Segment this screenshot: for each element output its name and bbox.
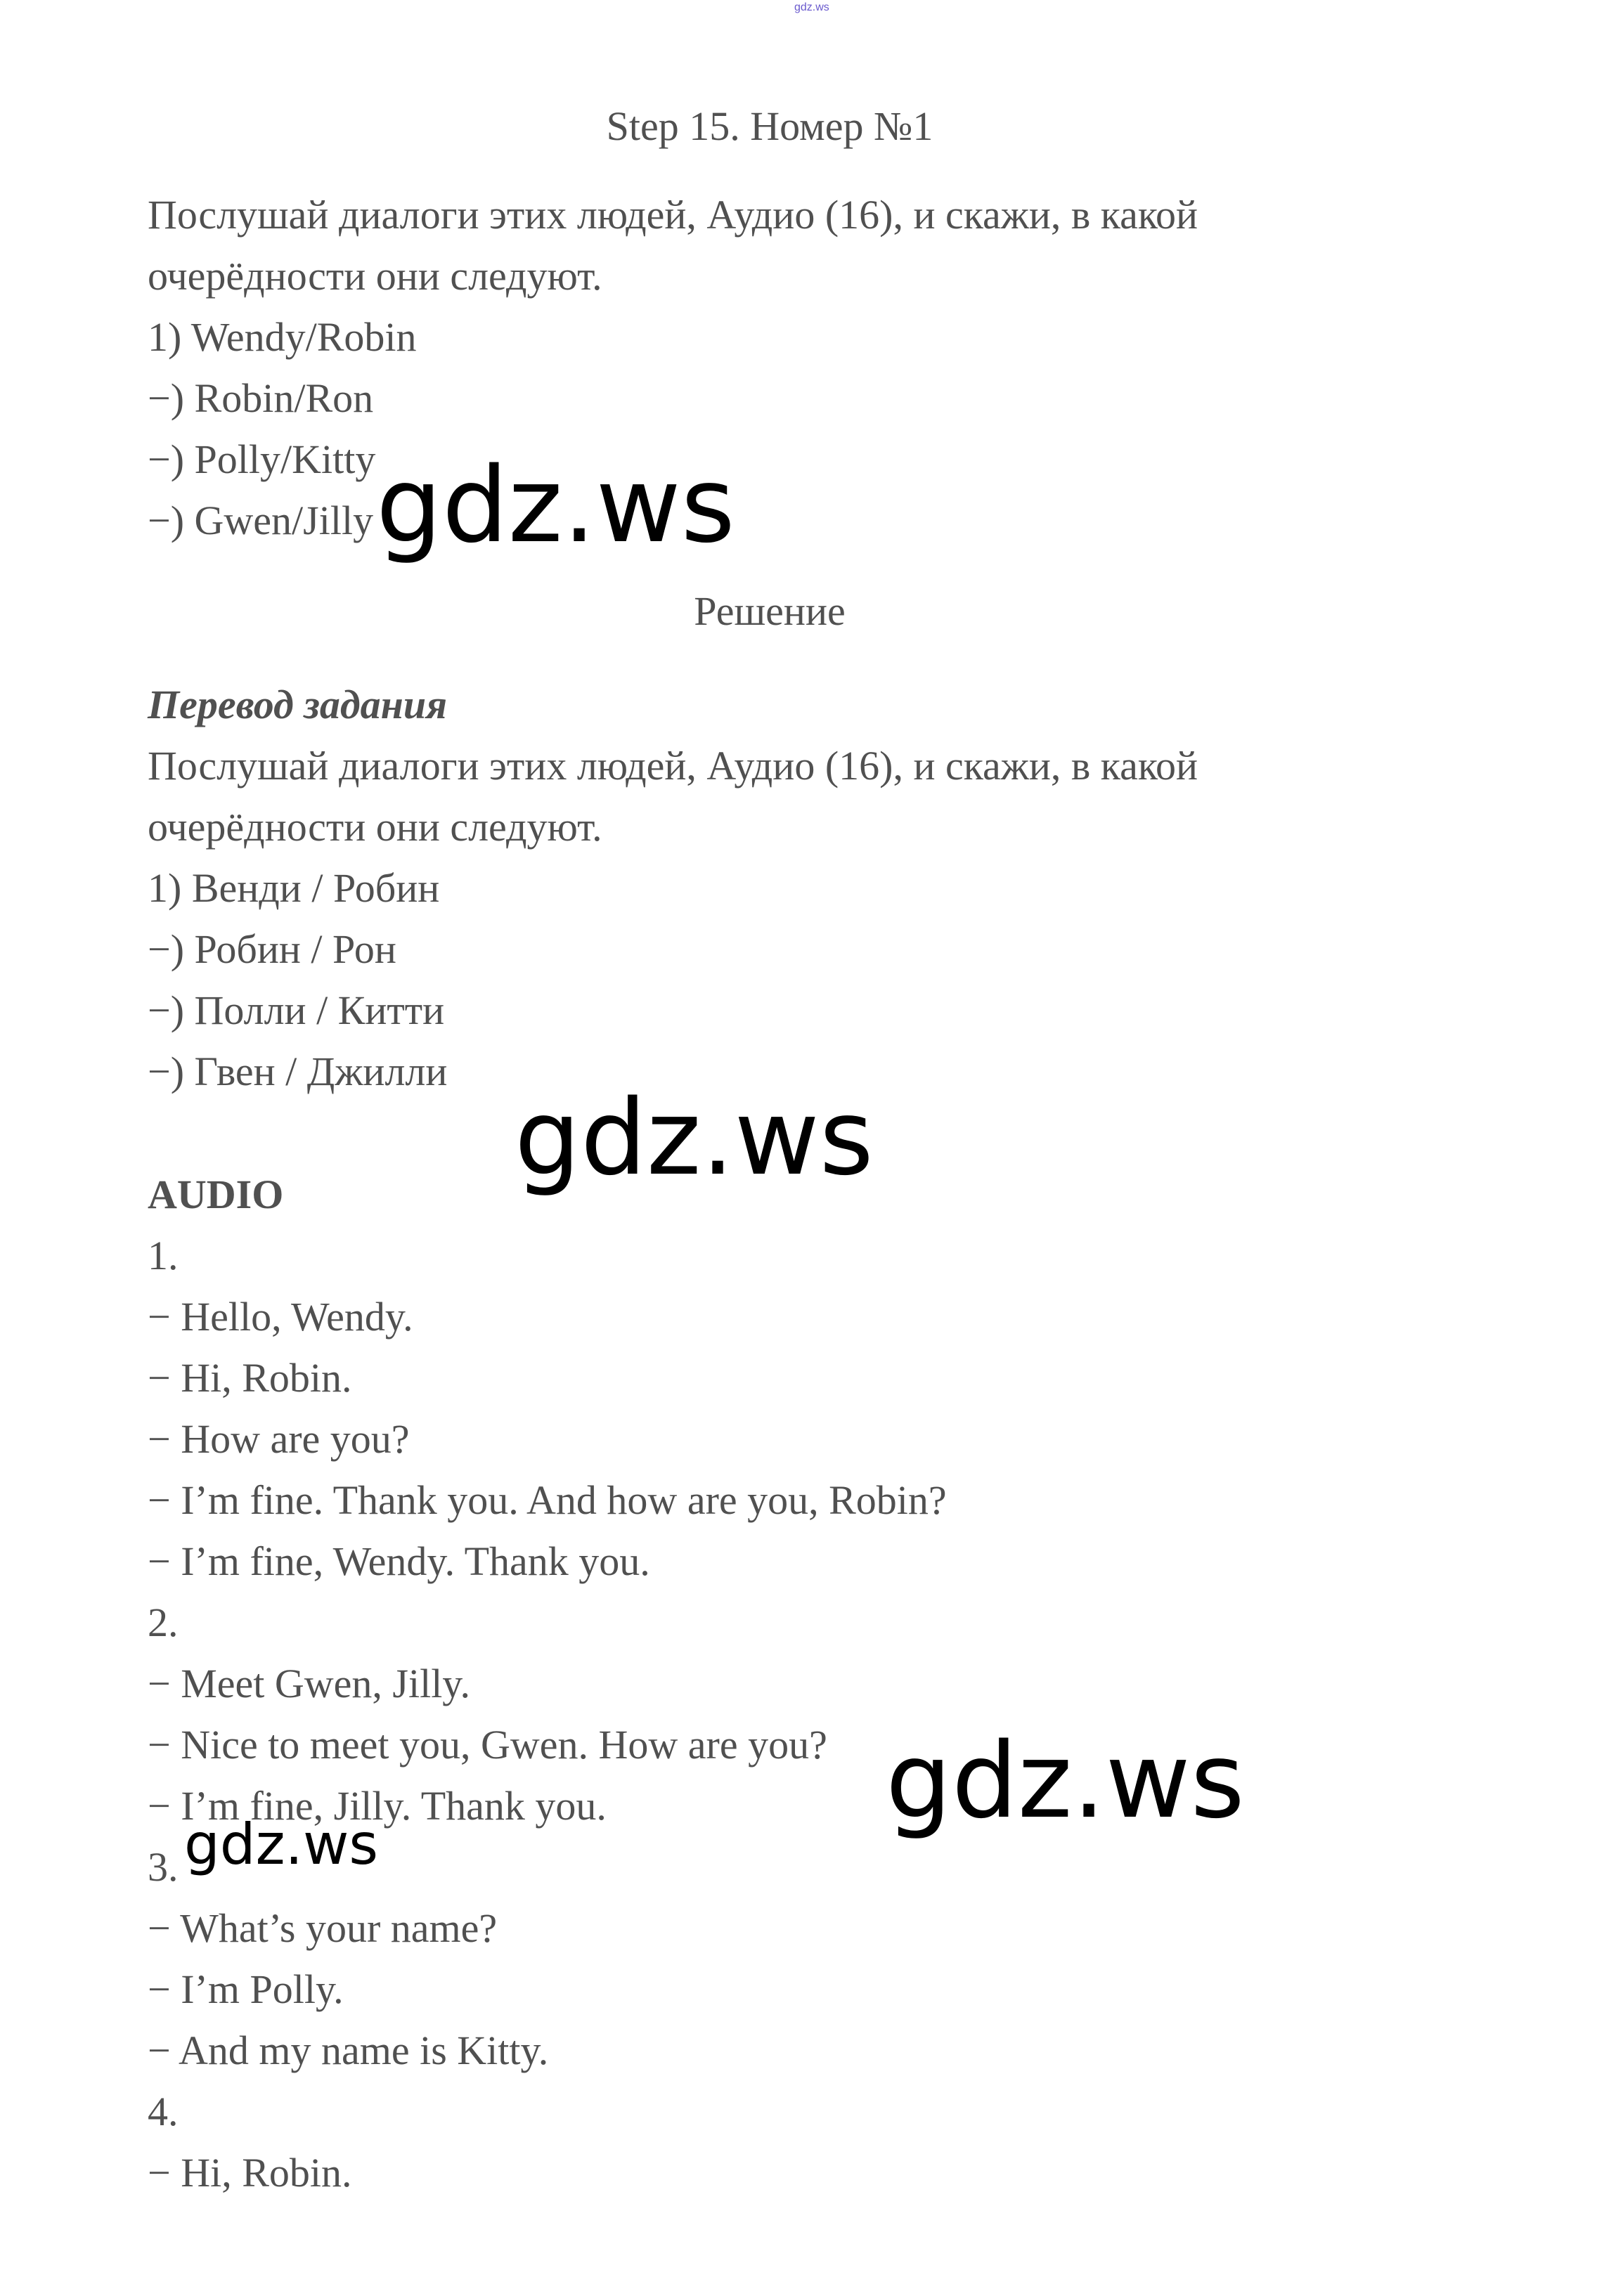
task-line: Послушай диалоги этих людей, Аудио (16), и скажи, в какой: [148, 192, 1198, 238]
audio-line: 4.: [148, 2089, 179, 2134]
task-line: −) Polly/Kitty: [148, 436, 376, 482]
audio-line: − Hello, Wendy.: [148, 1294, 413, 1340]
translation-heading: Перевод задания: [148, 682, 447, 727]
translation-section: [148, 674, 1198, 1102]
translation-line: −) Робин / Рон: [148, 926, 396, 972]
translation-line: очерёдности они следуют.: [148, 804, 602, 850]
watermark: gdz.ws: [886, 1720, 1245, 1841]
solution-heading: Решение: [694, 588, 846, 634]
watermark: gdz.ws: [376, 445, 735, 566]
audio-line: − How are you?: [148, 1416, 410, 1462]
audio-line: 1.: [148, 1233, 179, 1278]
audio-line: − Hi, Robin.: [148, 2150, 352, 2196]
audio-line: − What’s your name?: [148, 1905, 498, 1951]
audio-line: 3.: [148, 1844, 179, 1890]
audio-line: − Nice to meet you, Gwen. How are you?: [148, 1722, 827, 1768]
audio-heading: AUDIO: [148, 1172, 284, 1217]
translation-line: −) Гвен / Джилли: [148, 1049, 448, 1094]
audio-line: 2.: [148, 1600, 179, 1645]
audio-line: − I’m fine. Thank you. And how are you, Robin?: [148, 1477, 947, 1523]
translation-line: −) Полли / Китти: [148, 987, 445, 1033]
task-line: −) Robin/Ron: [148, 375, 374, 421]
audio-section: [148, 1164, 947, 2203]
audio-line: − I’m fine, Jilly. Thank you.: [148, 1783, 607, 1829]
task-line: очерёдности они следуют.: [148, 253, 602, 299]
translation-line: Послушай диалоги этих людей, Аудио (16), и скажи, в какой: [148, 743, 1198, 789]
audio-line: − I’m fine, Wendy. Thank you.: [148, 1538, 650, 1584]
task-line: 1) Wendy/Robin: [148, 314, 417, 360]
watermark: gdz.ws: [184, 1812, 379, 1877]
audio-line: − I’m Polly.: [148, 1966, 344, 2012]
top-watermark-link: gdz.ws: [794, 1, 829, 13]
watermark: gdz.ws: [515, 1077, 874, 1198]
task-line: −) Gwen/Jilly: [148, 498, 374, 543]
audio-line: − Hi, Robin.: [148, 1355, 352, 1401]
audio-line: − Meet Gwen, Jilly.: [148, 1661, 471, 1706]
audio-line: − And my name is Kitty.: [148, 2028, 549, 2073]
page-title: Step 15. Номер №1: [606, 103, 933, 149]
translation-line: 1) Венди / Робин: [148, 865, 440, 911]
